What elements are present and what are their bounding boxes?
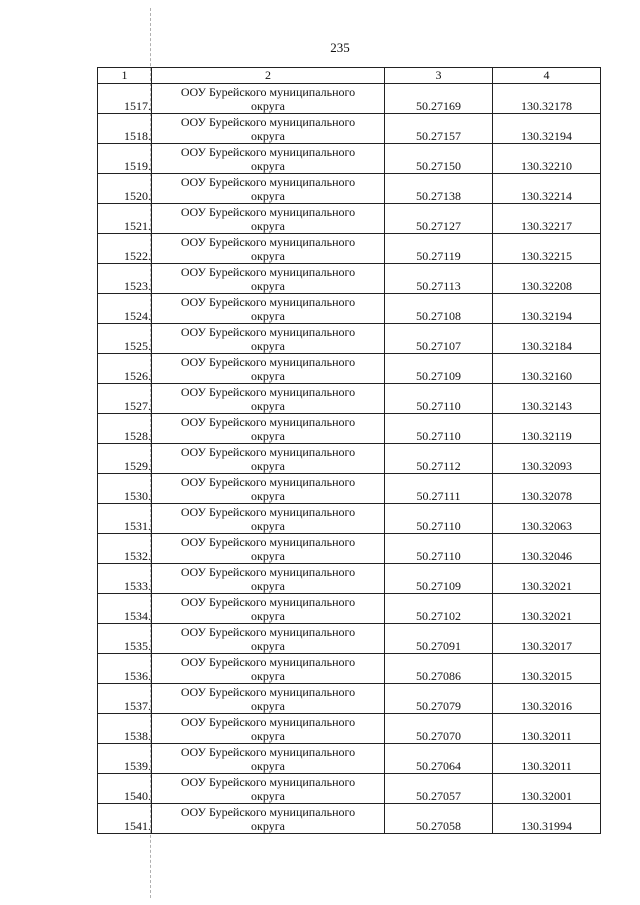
table-row [98, 564, 601, 594]
owner-name-line1: ООУ Бурейского муниципального [180, 415, 356, 429]
latitude-cell: 50.27110 [385, 414, 493, 444]
latitude-cell: 50.27119 [385, 234, 493, 264]
table-row [98, 264, 601, 294]
longitude-cell: 130.32021 [493, 594, 601, 624]
owner-name [152, 804, 385, 834]
owner-name-line1: ООУ Бурейского муниципального [180, 265, 356, 279]
owner-name-line2: округа [251, 489, 285, 503]
owner-name-line1: ООУ Бурейского муниципального [180, 175, 356, 189]
owner-name-line2: округа [251, 609, 285, 623]
owner-name-line2: округа [251, 819, 285, 833]
longitude-cell: 130.32215 [493, 234, 601, 264]
latitude-cell: 50.27110 [385, 534, 493, 564]
row-number: 1536. [98, 654, 152, 684]
owner-name [152, 534, 385, 564]
owner-name-line2: округа [251, 129, 285, 143]
latitude-cell: 50.27108 [385, 294, 493, 324]
longitude-cell: 130.32160 [493, 354, 601, 384]
longitude-cell: 130.32210 [493, 144, 601, 174]
row-number: 1531. [98, 504, 152, 534]
owner-name-line1: ООУ Бурейского муниципального [180, 115, 356, 129]
owner-name-line1: ООУ Бурейского муниципального [180, 655, 356, 669]
longitude-cell: 130.32011 [493, 714, 601, 744]
row-number: 1526. [98, 354, 152, 384]
longitude-cell: 130.32194 [493, 114, 601, 144]
row-number: 1521. [98, 204, 152, 234]
latitude-cell: 50.27110 [385, 384, 493, 414]
longitude-cell: 130.32015 [493, 654, 601, 684]
longitude-cell: 130.32017 [493, 624, 601, 654]
owner-name [152, 684, 385, 714]
row-number: 1541. [98, 804, 152, 834]
owner-name-line2: округа [251, 99, 285, 113]
owner-name-line1: ООУ Бурейского муниципального [180, 805, 356, 819]
table-row [98, 114, 601, 144]
owner-name-line2: округа [251, 519, 285, 533]
longitude-cell: 130.32178 [493, 84, 601, 114]
owner-name-line2: округа [251, 279, 285, 293]
latitude-cell: 50.27057 [385, 774, 493, 804]
latitude-cell: 50.27102 [385, 594, 493, 624]
latitude-cell: 50.27112 [385, 444, 493, 474]
owner-name [152, 444, 385, 474]
owner-name-line1: ООУ Бурейского муниципального [180, 235, 356, 249]
row-number: 1517. [98, 84, 152, 114]
owner-name [152, 324, 385, 354]
owner-name-line1: ООУ Бурейского муниципального [180, 685, 356, 699]
longitude-cell: 130.32046 [493, 534, 601, 564]
longitude-cell: 130.32021 [493, 564, 601, 594]
row-number: 1533. [98, 564, 152, 594]
row-number: 1532. [98, 534, 152, 564]
longitude-cell: 130.31994 [493, 804, 601, 834]
owner-name-line1: ООУ Бурейского муниципального [180, 535, 356, 549]
row-number: 1524. [98, 294, 152, 324]
owner-name [152, 114, 385, 144]
table-row [98, 504, 601, 534]
latitude-cell: 50.27111 [385, 474, 493, 504]
row-number: 1520. [98, 174, 152, 204]
owner-name [152, 744, 385, 774]
owner-name-line1: ООУ Бурейского муниципального [180, 325, 356, 339]
owner-name-line1: ООУ Бурейского муниципального [180, 745, 356, 759]
owner-name-line1: ООУ Бурейского муниципального [180, 475, 356, 489]
latitude-cell: 50.27109 [385, 564, 493, 594]
longitude-cell: 130.32063 [493, 504, 601, 534]
owner-name-line1: ООУ Бурейского муниципального [180, 295, 356, 309]
table-row [98, 774, 601, 804]
row-number: 1519. [98, 144, 152, 174]
row-number: 1538. [98, 714, 152, 744]
table-row [98, 654, 601, 684]
row-number: 1525. [98, 324, 152, 354]
owner-name-line1: ООУ Бурейского муниципального [180, 385, 356, 399]
owner-name-line2: округа [251, 789, 285, 803]
latitude-cell: 50.27109 [385, 354, 493, 384]
owner-name-line2: округа [251, 369, 285, 383]
row-number: 1529. [98, 444, 152, 474]
latitude-cell: 50.27138 [385, 174, 493, 204]
header-col-1: 1 [98, 68, 152, 84]
owner-name [152, 504, 385, 534]
table-row [98, 714, 601, 744]
owner-name-line1: ООУ Бурейского муниципального [180, 145, 356, 159]
owner-name-line2: округа [251, 699, 285, 713]
owner-name [152, 294, 385, 324]
owner-name [152, 414, 385, 444]
owner-name-line2: округа [251, 399, 285, 413]
table-body [98, 84, 601, 834]
latitude-cell: 50.27079 [385, 684, 493, 714]
table-row [98, 684, 601, 714]
page-number: 235 [330, 40, 350, 55]
longitude-cell: 130.32208 [493, 264, 601, 294]
latitude-cell: 50.27110 [385, 504, 493, 534]
owner-name-line1: ООУ Бурейского муниципального [180, 205, 356, 219]
owner-name-line1: ООУ Бурейского муниципального [180, 355, 356, 369]
row-number: 1518. [98, 114, 152, 144]
table-row [98, 144, 601, 174]
owner-name-line1: ООУ Бурейского муниципального [180, 625, 356, 639]
table-row [98, 444, 601, 474]
table-row [98, 414, 601, 444]
owner-name-line2: округа [251, 189, 285, 203]
table-row [98, 234, 601, 264]
owner-name-line2: округа [251, 459, 285, 473]
latitude-cell: 50.27091 [385, 624, 493, 654]
table-row [98, 174, 601, 204]
owner-name-line1: ООУ Бурейского муниципального [180, 775, 356, 789]
row-number: 1523. [98, 264, 152, 294]
owner-name [152, 594, 385, 624]
longitude-cell: 130.32093 [493, 444, 601, 474]
table-row [98, 84, 601, 114]
owner-name-line2: округа [251, 549, 285, 563]
row-number: 1537. [98, 684, 152, 714]
latitude-cell: 50.27127 [385, 204, 493, 234]
row-number: 1534. [98, 594, 152, 624]
table-row [98, 324, 601, 354]
owner-name [152, 144, 385, 174]
row-number: 1527. [98, 384, 152, 414]
latitude-cell: 50.27169 [385, 84, 493, 114]
owner-name [152, 654, 385, 684]
table-row [98, 624, 601, 654]
owner-name [152, 354, 385, 384]
owner-name [152, 564, 385, 594]
longitude-cell: 130.32119 [493, 414, 601, 444]
owner-name-line2: округа [251, 759, 285, 773]
owner-name [152, 234, 385, 264]
longitude-cell: 130.32143 [493, 384, 601, 414]
owner-name-line2: округа [251, 729, 285, 743]
owner-name [152, 384, 385, 414]
latitude-cell: 50.27070 [385, 714, 493, 744]
owner-name-line2: округа [251, 669, 285, 683]
owner-name-line2: округа [251, 249, 285, 263]
latitude-cell: 50.27113 [385, 264, 493, 294]
owner-name [152, 774, 385, 804]
latitude-cell: 50.27157 [385, 114, 493, 144]
latitude-cell: 50.27086 [385, 654, 493, 684]
owner-name [152, 624, 385, 654]
longitude-cell: 130.32217 [493, 204, 601, 234]
latitude-cell: 50.27150 [385, 144, 493, 174]
longitude-cell: 130.32194 [493, 294, 601, 324]
owner-name-line1: ООУ Бурейского муниципального [180, 565, 356, 579]
table-row [98, 474, 601, 504]
table-row [98, 294, 601, 324]
latitude-cell: 50.27058 [385, 804, 493, 834]
latitude-cell: 50.27064 [385, 744, 493, 774]
table-row [98, 354, 601, 384]
longitude-cell: 130.32016 [493, 684, 601, 714]
row-number: 1539. [98, 744, 152, 774]
longitude-cell: 130.32011 [493, 744, 601, 774]
longitude-cell: 130.32078 [493, 474, 601, 504]
owner-name [152, 84, 385, 114]
latitude-cell: 50.27107 [385, 324, 493, 354]
owner-name-line2: округа [251, 159, 285, 173]
owner-name-line2: округа [251, 429, 285, 443]
row-number: 1530. [98, 474, 152, 504]
owner-name-line2: округа [251, 639, 285, 653]
owner-name-line2: округа [251, 339, 285, 353]
owner-name-line2: округа [251, 219, 285, 233]
owner-name [152, 264, 385, 294]
header-col-3: 3 [385, 68, 493, 84]
owner-name [152, 474, 385, 504]
longitude-cell: 130.32184 [493, 324, 601, 354]
owner-name-line1: ООУ Бурейского муниципального [180, 505, 356, 519]
owner-name-line1: ООУ Бурейского муниципального [180, 715, 356, 729]
owner-name-line1: ООУ Бурейского муниципального [180, 85, 356, 99]
table-row [98, 204, 601, 234]
row-number: 1540. [98, 774, 152, 804]
table-row [98, 594, 601, 624]
owner-name-line1: ООУ Бурейского муниципального [180, 445, 356, 459]
header-row [98, 68, 601, 84]
table-row [98, 744, 601, 774]
row-number: 1528. [98, 414, 152, 444]
owner-name [152, 714, 385, 744]
longitude-cell: 130.32214 [493, 174, 601, 204]
owner-name [152, 204, 385, 234]
longitude-cell: 130.32001 [493, 774, 601, 804]
table-row [98, 384, 601, 414]
owner-name-line2: округа [251, 309, 285, 323]
header-col-2: 2 [152, 68, 385, 84]
row-number: 1522. [98, 234, 152, 264]
owner-name [152, 174, 385, 204]
header-col-4: 4 [493, 68, 601, 84]
row-number: 1535. [98, 624, 152, 654]
owner-name-line1: ООУ Бурейского муниципального [180, 595, 356, 609]
owner-name-line2: округа [251, 579, 285, 593]
table-row [98, 804, 601, 834]
coordinates-table [97, 67, 601, 834]
table-row [98, 534, 601, 564]
